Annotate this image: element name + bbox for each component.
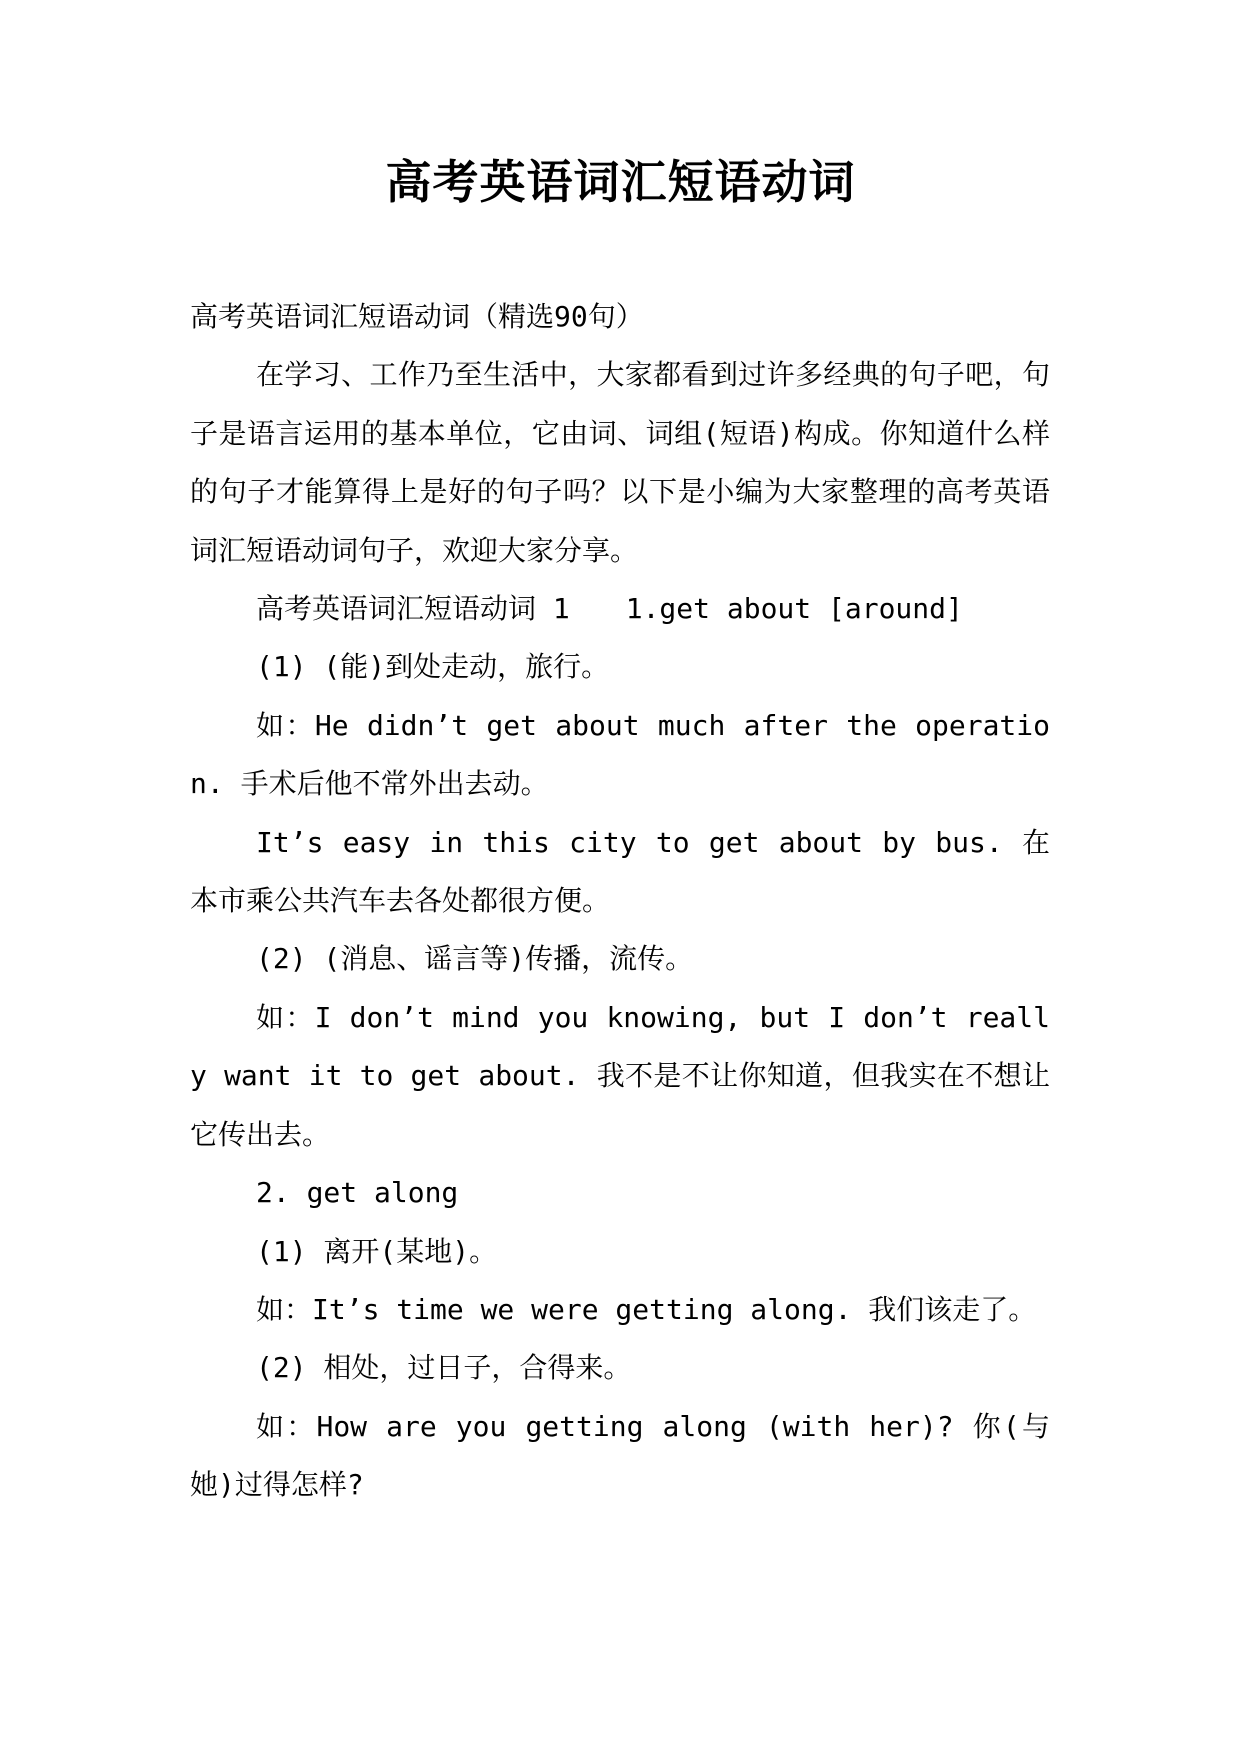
document-body xyxy=(190,288,1050,1515)
meaning-line: (2) (消息、谣言等)传播，流传。 xyxy=(256,942,694,976)
example-paragraph: 如：How are you getting along (with her)? 你(与她)过得怎样? xyxy=(190,1409,1050,1502)
meaning-line: (2) 相处，过日子，合得来。 xyxy=(256,1351,632,1385)
example-paragraph: 如：It’s time we were getting along. 我们该走了。 xyxy=(256,1292,1037,1326)
section-heading-1: 高考英语词汇短语动词 1 1.get about [around] xyxy=(256,592,963,626)
document-title: 高考英语词汇短语动词 xyxy=(385,155,856,209)
example-paragraph: 如：He didn’t get about much after the operation. 手术后他不常外出去动。 xyxy=(190,708,1050,801)
meaning-line: (1) (能)到处走动，旅行。 xyxy=(256,650,610,684)
example-paragraph: It’s easy in this city to get about by bus. 在本市乘公共汽车去各处都很方便。 xyxy=(190,825,1050,918)
intro-paragraph: 在学习、工作乃至生活中，大家都看到过许多经典的句子吧，句子是语言运用的基本单位，它由词、词组(短语)构成。你知道什么样的句子才能算得上是好的句子吗？以下是小编为大家整理的高考英语词汇短语动词句子，欢迎大家分享。 xyxy=(190,358,1050,567)
subtitle-line: 高考英语词汇短语动词（精选90句） xyxy=(190,300,644,333)
example-paragraph: 如：I don’t mind you knowing, but I don’t really want it to get about. 我不是不让你知道，但我实在不想让它传出去。 xyxy=(190,1000,1050,1151)
meaning-line: (1) 离开(某地)。 xyxy=(256,1234,498,1268)
phrase-heading: 2. get along xyxy=(256,1176,459,1210)
